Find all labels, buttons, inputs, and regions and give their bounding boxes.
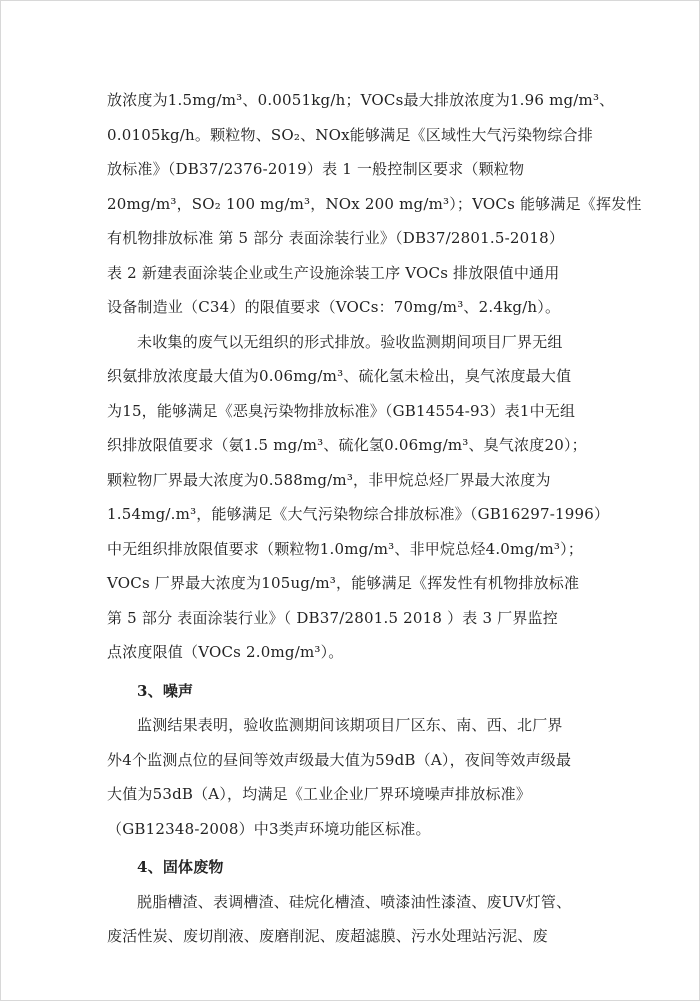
text-line: 织排放限值要求（氨1.5 mg/m³、硫化氢0.06mg/m³、臭气浓度20）； bbox=[107, 436, 587, 454]
text-line: 设备制造业（C34）的限值要求（VOCs：70mg/m³、2.4kg/h）。 bbox=[107, 298, 561, 316]
paragraph-exhaust-emissions bbox=[107, 83, 642, 325]
text-line: 织氨排放浓度最大值为0.06mg/m³、硫化氢未检出，臭气浓度最大值 bbox=[107, 367, 572, 385]
text-line: 表 2 新建表面涂装企业或生产设施涂装工序 VOCs 排放限值中通用 bbox=[107, 263, 560, 282]
paragraph-fugitive-emissions bbox=[107, 325, 610, 670]
paragraph-solid-waste bbox=[107, 885, 602, 954]
text-line: 脱脂槽渣、表调槽渣、硅烷化槽渣、喷漆油性漆渣、废UV灯管、 bbox=[137, 892, 572, 911]
text-line: 未收集的废气以无组织的形式排放。验收监测期间项目厂界无组 bbox=[137, 332, 563, 351]
text-line: 大值为53dB（A），均满足《工业企业厂界环境噪声排放标准》 bbox=[107, 785, 532, 803]
text-line: 监测结果表明，验收监测期间该期项目厂区东、南、西、北厂界 bbox=[137, 716, 563, 734]
text-line: 点浓度限值（VOCs 2.0mg/m³）。 bbox=[107, 643, 344, 661]
text-line: （GB12348-2008）中3类声环境功能区标准。 bbox=[107, 819, 431, 838]
text-line: 为15，能够满足《恶臭污染物排放标准》（GB14554-93）表1中无组 bbox=[107, 401, 576, 420]
text-line: 废活性炭、废切削液、废磨削泥、废超滤膜、污水处理站污泥、废 bbox=[107, 927, 548, 945]
text-line: 第 5 部分 表面涂装行业》（ DB37/2801.5 2018 ）表 3 厂界监控 bbox=[107, 608, 558, 627]
document-body bbox=[107, 83, 642, 954]
text-line: 中无组织排放限值要求（颗粒物1.0mg/m³、非甲烷总烃4.0mg/m³）； bbox=[107, 539, 584, 558]
text-line: 放浓度为1.5mg/m³、0.0051kg/h；VOCs最大排放浓度为1.96 mg/m³、 bbox=[107, 91, 615, 109]
paragraph-noise bbox=[107, 708, 602, 846]
text-line: 颗粒物厂界最大浓度为0.588mg/m³，非甲烷总烃厂界最大浓度为 bbox=[107, 470, 551, 489]
text-line: 外4个监测点位的昼间等效声级最大值为59dB（A），夜间等效声级最 bbox=[107, 750, 572, 769]
text-line: 放标准》（DB37/2376-2019）表 1 一般控制区要求（颗粒物 bbox=[107, 160, 525, 178]
section-heading-solid-waste: 4、固体废物 bbox=[137, 858, 224, 876]
text-line: 0.0105kg/h。颗粒物、SO₂、NOx能够满足《区域性大气污染物综合排 bbox=[107, 125, 593, 144]
text-line: VOCs 厂界最大浓度为105ug/m³，能够满足《挥发性有机物排放标准 bbox=[107, 574, 580, 592]
text-line: 1.54mg/.m³，能够满足《大气污染物综合排放标准》（GB16297-1996） bbox=[107, 505, 610, 523]
text-line: 20mg/m³，SO₂ 100 mg/m³，NOx 200 mg/m³）；VOCs 能够满足《挥发性 bbox=[107, 194, 642, 213]
section-heading-noise: 3、噪声 bbox=[137, 681, 194, 700]
text-line: 有机物排放标准 第 5 部分 表面涂装行业》（DB37/2801.5-2018） bbox=[107, 229, 565, 247]
